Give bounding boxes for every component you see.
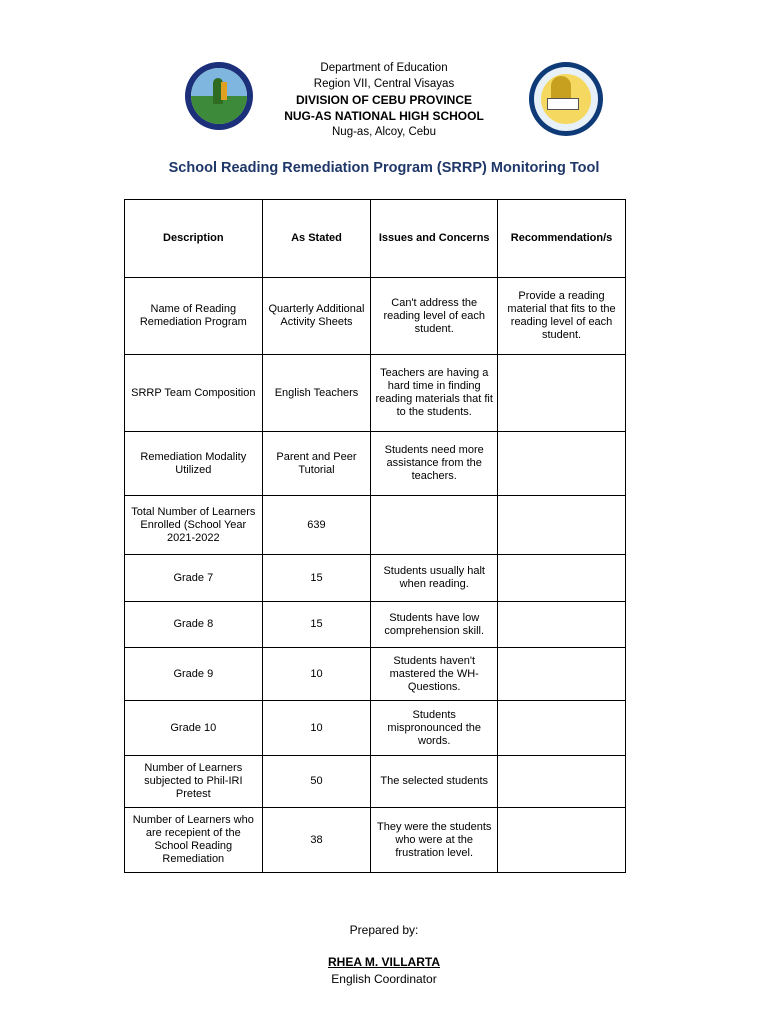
row-description: Number of Learners who are recepient of the School Reading Remediation bbox=[125, 808, 263, 873]
table-row bbox=[125, 701, 626, 756]
row-recommendation bbox=[498, 432, 626, 496]
row-issues: Can't address the reading level of each student. bbox=[371, 278, 498, 355]
row-as-stated: 639 bbox=[262, 496, 371, 555]
row-recommendation bbox=[498, 701, 626, 756]
row-issues bbox=[371, 496, 498, 555]
preparer-role: English Coordinator bbox=[331, 972, 437, 986]
table-row bbox=[125, 278, 626, 355]
row-as-stated: 10 bbox=[262, 648, 371, 701]
table-row bbox=[125, 602, 626, 648]
row-recommendation bbox=[498, 555, 626, 602]
division-line: DIVISION OF CEBU PROVINCE bbox=[295, 93, 473, 107]
row-description: Remediation Modality Utilized bbox=[125, 432, 263, 496]
row-description: SRRP Team Composition bbox=[125, 355, 263, 432]
row-as-stated: 38 bbox=[262, 808, 371, 873]
row-as-stated: English Teachers bbox=[262, 355, 371, 432]
table-row bbox=[125, 756, 626, 808]
row-description: Grade 9 bbox=[125, 648, 263, 701]
row-as-stated: 50 bbox=[262, 756, 371, 808]
row-description: Grade 7 bbox=[125, 555, 263, 602]
table-row bbox=[125, 355, 626, 432]
row-recommendation bbox=[498, 756, 626, 808]
row-issues: Students need more assistance from the teachers. bbox=[371, 432, 498, 496]
school-address-line: Nug-as, Alcoy, Cebu bbox=[332, 126, 436, 138]
letterhead-text bbox=[0, 60, 768, 140]
department-line: Department of Education bbox=[320, 62, 448, 74]
header-as-stated: As Stated bbox=[262, 200, 371, 278]
row-as-stated: 15 bbox=[262, 602, 371, 648]
header-recommendations: Recommendation/s bbox=[498, 200, 626, 278]
row-issues: Students haven't mastered the WH-Questions. bbox=[371, 648, 498, 701]
row-as-stated: 10 bbox=[262, 701, 371, 756]
header-issues-concerns: Issues and Concerns bbox=[371, 200, 498, 278]
table-row bbox=[125, 808, 626, 873]
row-as-stated: 15 bbox=[262, 555, 371, 602]
row-description: Grade 8 bbox=[125, 602, 263, 648]
school-name-line: NUG-AS NATIONAL HIGH SCHOOL bbox=[284, 109, 484, 123]
region-line: Region VII, Central Visayas bbox=[313, 78, 455, 90]
row-recommendation bbox=[498, 355, 626, 432]
letterhead bbox=[0, 60, 768, 150]
row-issues: Students mispronounced the words. bbox=[371, 701, 498, 756]
row-description: Number of Learners subjected to Phil-IRI Pretest bbox=[125, 756, 263, 808]
row-recommendation bbox=[498, 808, 626, 873]
table-row bbox=[125, 496, 626, 555]
row-recommendation: Provide a reading material that fits to the reading level of each student. bbox=[498, 278, 626, 355]
row-issues: Students usually halt when reading. bbox=[371, 555, 498, 602]
row-recommendation bbox=[498, 648, 626, 701]
row-issues: Teachers are having a hard time in finding reading materials that fit to the students. bbox=[371, 355, 498, 432]
row-description: Grade 10 bbox=[125, 701, 263, 756]
row-as-stated: Parent and Peer Tutorial bbox=[262, 432, 371, 496]
table-row bbox=[125, 432, 626, 496]
prepared-by-label: Prepared by: bbox=[349, 923, 419, 937]
row-issues: The selected students bbox=[371, 756, 498, 808]
table-row bbox=[125, 648, 626, 701]
row-description: Name of Reading Remediation Program bbox=[125, 278, 263, 355]
row-recommendation bbox=[498, 496, 626, 555]
row-description: Total Number of Learners Enrolled (School Year 2021-2022 bbox=[125, 496, 263, 555]
document-title: School Reading Remediation Program (SRRP) Monitoring Tool bbox=[168, 160, 600, 176]
table-header-row bbox=[125, 200, 626, 278]
preparer-name: RHEA M. VILLARTA bbox=[328, 955, 440, 969]
row-issues: They were the students who were at the frustration level. bbox=[371, 808, 498, 873]
header-description: Description bbox=[125, 200, 263, 278]
table-row bbox=[125, 555, 626, 602]
row-issues: Students have low comprehension skill. bbox=[371, 602, 498, 648]
row-recommendation bbox=[498, 602, 626, 648]
monitoring-table bbox=[124, 199, 626, 873]
row-as-stated: Quarterly Additional Activity Sheets bbox=[262, 278, 371, 355]
